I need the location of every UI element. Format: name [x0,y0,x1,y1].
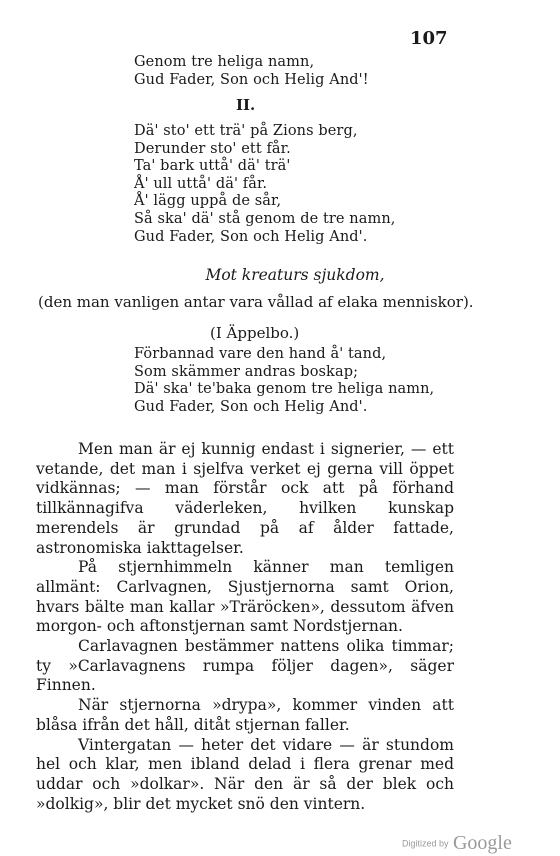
verse-line: Gud Fader, Son och Helig And'. [134,398,368,415]
verse-line: Dä' sto' ett trä' på Zions berg, [134,123,358,139]
google-logo: Google [452,832,512,854]
digitized-footer [402,832,512,855]
paragraph: När stjernorna »drypa», kommer vinden att blåsa ifrån det håll, ditåt stjernan faller. [36,696,454,734]
paragraph: Carlavagnen bestämmer nattens olika timmar; ty »Carlavagnens rumpa följer dagen», säger Finnen. [36,637,454,695]
spell-subtitle: (den man vanligen antar vara vållad af elaka menniskor). [38,293,474,311]
verse-line: Så ska' dä' stå genom de tre namn, [134,210,396,227]
paragraph: Men man är ej kunnig endast i signerier, — ett vetande, det man i sjelfva verket ej gerna vill öppet vidkännas; — man förstår ock att på förhand tillkännagifva väderleken, hvilken kunskap merendels är grundad på af ålder fattade, astronomiska iakttagelser. [36,440,454,557]
verse-line: Ta' bark uttå' dä' trä' [134,158,291,175]
body-text [36,440,454,814]
verse-line: Derunder sto' ett får. [134,140,291,157]
section-number: II. [236,96,256,114]
verse-line: Gud Fader, Son och Helig And'! [134,71,369,88]
verse-line: Gud Fader, Son och Helig And'. [134,228,368,245]
paragraph: Vintergatan — heter det vidare — är stundom hel och klar, men ibland delad i flera grenar med uddar och »dolkar». När den är så der blek och »dolkig», blir det mycket snö den vintern. [36,735,454,813]
verse-line: Dä' ska' te'baka genom tre heliga namn, [134,381,435,398]
verse-line: Å' ull uttå' dä' får. [134,175,268,192]
spell-place: (I Äppelbo.) [210,324,300,342]
verse-line: Å' lägg uppå de sår, [134,193,282,210]
stanza-top [134,54,369,89]
spell-verse [134,346,434,416]
paragraph: På stjernhimmeln känner man temligen allmänt: Carlvagnen, Sjustjernorna samt Orion, hvars bälte man kallar »Träröcken», dessutom äfven morgon- och aftonstjernan samt Nordstjernan. [36,558,454,636]
verse-line: Förbannad vare den hand å' tand, [134,346,387,362]
verse-line: Genom tre heliga namn, [134,54,315,70]
spell-title: Mot kreaturs sjukdom, [205,266,385,284]
verse-line: Som skämmer andras boskap; [134,363,359,380]
footer-prefix: Digitized by [402,838,449,849]
stanza-two [134,123,396,246]
page-number: 107 [410,28,448,49]
